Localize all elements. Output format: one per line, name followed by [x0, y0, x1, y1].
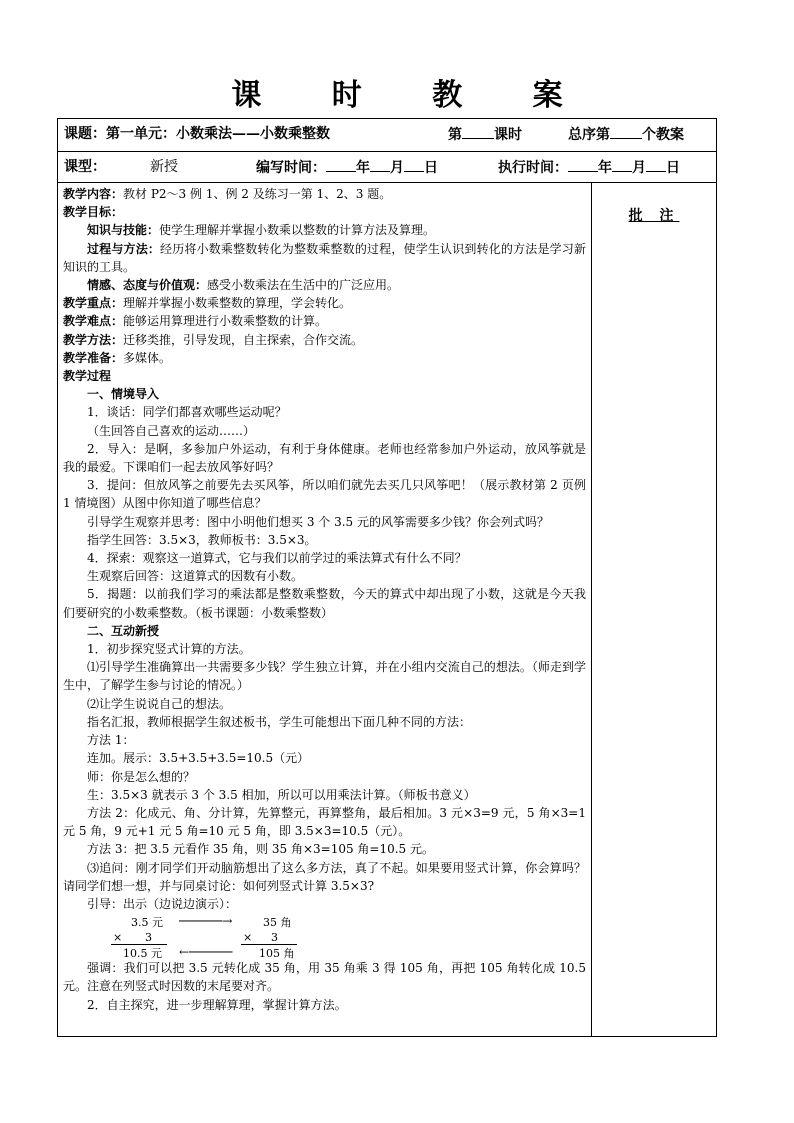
- section-heading: 二、互动新授: [87, 623, 160, 638]
- paragraph: 强调：我们可以把 3.5 元转化成 35 角，用 35 角乘 3 得 105 角，再把 105 角转化成 10.5 元。注意在列竖式时因数的末尾要对齐。: [63, 961, 586, 994]
- paragraph: ⑴引导学生准确算出一共需要多少钱？学生独立计算，并在小组内交流自己的想法。（师走到学生中，了解学生参与讨论的情况。）: [63, 660, 586, 693]
- paragraph: ⑶追问：刚才同学们开动脑筋想出了这么多方法，真了不起。如果要用竖式计算，你会算吗？请同学们想一想，并与同桌讨论：如何列竖式计算 3.5×3?: [63, 860, 586, 893]
- paragraph: 1．谈话：同学们都喜欢哪些运动呢？: [87, 405, 287, 420]
- calc-times-2: ×: [243, 931, 253, 945]
- vertical-calculation: [63, 913, 586, 959]
- write-time-label: 编写时间：: [256, 160, 326, 176]
- paragraph: 2．导入：是啊，多参加户外运动，有利于身体健康。老师也经常参加户外运动，放风筝就是我的最爱。下课咱们一起去放风筝好吗？: [63, 441, 586, 475]
- arrow-right-icon: ──────→: [179, 914, 233, 929]
- page-title: 课 时 教 案: [231, 78, 593, 113]
- exec-year: 年: [598, 160, 612, 176]
- notes-heading: 批 注: [628, 208, 680, 224]
- topic-row: [58, 119, 716, 152]
- paragraph: 方法 2：化成元、角、分计算，先算整元，再算整角，最后相加。3 元×3=9 元，5 角×3=1 元 5 角，9 元+1 元 5 角=10 元 5 角，即 3.5×3=10.5（元）。: [63, 805, 586, 839]
- topic-cell: [64, 124, 330, 144]
- paragraph: 生：3.5×3 就表示 3 个 3.5 相加，所以可以用乘法计算。（师板书意义）: [87, 787, 476, 802]
- process-heading: 教学过程: [63, 369, 112, 384]
- paragraph: 指学生回答：3.5×3，教师板书：3.5×3。: [87, 532, 317, 547]
- type-label: 课型：: [64, 159, 106, 175]
- paragraph: 方法 1：: [87, 733, 135, 748]
- paragraph: 连加。展示：3.5+3.5+3.5=10.5（元）: [87, 751, 310, 766]
- goals-heading: 教学目标：: [63, 205, 124, 220]
- calc-multiplier-2: 3: [271, 931, 278, 945]
- total-post: 个教案: [642, 127, 684, 143]
- paragraph: 5．揭题：以前我们学习的乘法都是整数乘整数，今天的算式中却出现了小数，这就是今天我们要研究的小数乘整数。（板书课题：小数乘整数）: [63, 587, 586, 620]
- topic-value: 第一单元：小数乘法——小数乘整数: [106, 126, 330, 142]
- paragraph: 1．初步探究竖式计算的方法。: [87, 642, 251, 657]
- calc-result-yuan: 10.5 元: [123, 947, 162, 961]
- paragraph: 师：你是怎么想的？: [87, 769, 196, 784]
- lesson-post: 课时: [494, 127, 522, 143]
- exec-time-cell: [498, 157, 680, 178]
- content-line: 教学内容：教材 P2～3 例 1、例 2 及练习一第 1、2、3 题。: [63, 187, 392, 201]
- section-heading: 一、情境导入: [87, 387, 160, 402]
- total-number-blank[interactable]: [610, 124, 642, 139]
- teaching-method: 教学方法：迁移类推，引导发现，自主探索，合作交流。: [63, 332, 364, 347]
- calc-factor-jiao: 35 角: [263, 916, 292, 930]
- lesson-number-cell: [448, 124, 522, 145]
- column-divider: [591, 182, 592, 1037]
- calc-times-1: ×: [113, 931, 123, 945]
- type-cell: [64, 157, 178, 177]
- write-day-blank[interactable]: [404, 157, 424, 172]
- arrow-left-icon: ←──────: [179, 945, 233, 960]
- calc-result-jiao: 105 角: [259, 947, 295, 961]
- write-month: 月: [390, 160, 404, 176]
- teaching-prep: 教学准备：多媒体。: [63, 350, 172, 365]
- goal-attitude: 情感、态度与价值观：感受小数乘法在生活中的广泛应用。: [87, 278, 400, 293]
- total-pre: 总序第: [568, 127, 610, 143]
- topic-label: 课题：: [64, 126, 106, 142]
- paragraph: （生回答自己喜欢的运动……）: [87, 423, 256, 438]
- difficulty-point: 教学难点：能够运用算理进行小数乘整数的计算。: [63, 314, 328, 329]
- calc-multiplier-1: 3: [145, 931, 152, 945]
- paragraph: 3．提问：但放风筝之前要先去买风筝，所以咱们就先去买几只风筝吧！（展示教材第 2 页例 1 情境图）从图中你知道了哪些信息？: [63, 478, 586, 511]
- paragraph: 引导：出示（边说边演示）：: [87, 896, 238, 911]
- write-month-blank[interactable]: [370, 157, 390, 172]
- total-number-cell: [568, 124, 684, 145]
- paragraph: ⑵让学生说说自己的想法。: [87, 696, 232, 711]
- paragraph: 2．自主探究，进一步理解算理，掌握计算方法。: [87, 997, 347, 1012]
- goal-knowledge: 知识与技能：使学生理解并掌握小数乘以整数的计算方法及算理。: [87, 223, 436, 238]
- write-time-cell: [256, 157, 438, 178]
- type-value: 新授: [150, 159, 178, 175]
- write-year-blank[interactable]: [326, 157, 356, 172]
- goal-process: 过程与方法：经历将小数乘整数转化为整数乘整数的过程，使学生认识到转化的方法是学习新知识的工具。: [63, 241, 586, 274]
- paragraph: 指名汇报，教师根据学生叙述板书，学生可能想出下面几种不同的方法：: [87, 714, 472, 729]
- write-year: 年: [356, 160, 370, 176]
- lesson-number-blank[interactable]: [462, 124, 494, 139]
- exec-month-blank[interactable]: [612, 157, 632, 172]
- exec-day: 日: [666, 160, 680, 176]
- exec-time-label: 执行时间：: [498, 160, 568, 176]
- calc-factor-yuan: 3.5 元: [131, 916, 163, 930]
- key-point: 教学重点：理解并掌握小数乘整数的算理，学会转化。: [63, 296, 352, 311]
- write-day: 日: [424, 160, 438, 176]
- paragraph: 方法 3：把 3.5 元看作 35 角，则 35 角×3=105 角=10.5 元。: [87, 842, 435, 857]
- exec-month: 月: [632, 160, 646, 176]
- paragraph: 引导学生观察并思考：图中小明他们想买 3 个 3.5 元的风筝需要多少钱？你会列式吗？: [87, 514, 549, 529]
- lesson-pre: 第: [448, 127, 462, 143]
- paragraph: 生观察后回答：这道算式的因数有小数。: [87, 569, 304, 584]
- exec-day-blank[interactable]: [646, 157, 666, 172]
- lesson-content: [63, 185, 586, 1014]
- paragraph: 4．探索：观察这一道算式，它与我们以前学过的乘法算式有什么不同？: [87, 551, 467, 566]
- type-row: [58, 151, 716, 183]
- exec-year-blank[interactable]: [568, 157, 598, 172]
- lesson-plan-table: [57, 118, 717, 1037]
